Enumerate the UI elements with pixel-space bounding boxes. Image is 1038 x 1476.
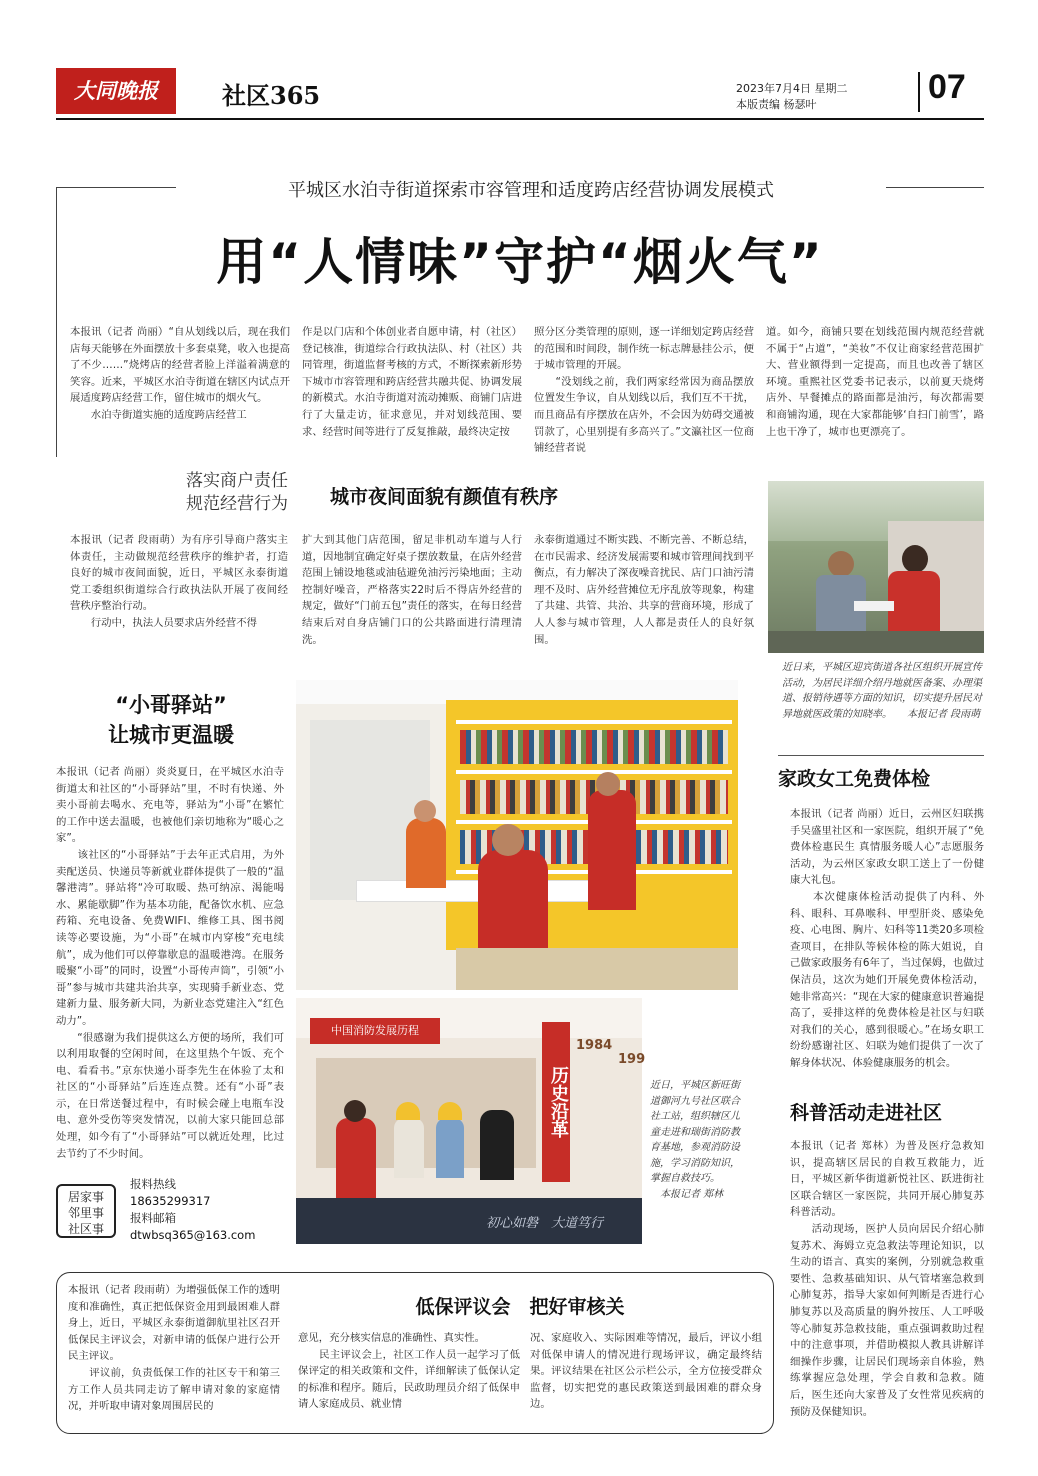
photo-year-1984: 1984 (576, 1038, 613, 1053)
email-label: 报料邮箱 (130, 1211, 176, 1225)
domestic-rule (778, 755, 984, 756)
science-headline: 科普活动走进社区 (790, 1102, 943, 1124)
subsidy-column-2: 意见，充分核实信息的准确性、真实性。 民主评议会上，社区工作人员一起学习了低保评定的相关政策和文件，详细解读了低保认定的标准和程序。随后，民政助理员介绍了低保申请人家庭成员、就业情 (298, 1332, 520, 1411)
photo-floor-slogan: 初心如磐 大道笃行 (486, 1216, 604, 1231)
subsidy-column-1: 本报讯（记者 段雨萌）为增强低保工作的透明度和准确性，真正把低保资金用到最困难人群身上，近日，平城区永泰街道御航里社区召开低保民主评议会，对新申请的低保户进行公开民主评议。 评议前，负责低保工作的社区专干和第三方工作人员共同走访了解申请对象的家庭情况，并听取申请对象周围居民的 (68, 1284, 280, 1413)
lead-column-1: 本报讯（记者 尚丽）“自从划线以后，现在我们店每天能够在外面摆放十多套桌凳，收入也提高了不少……”烧烤店的经营者脸上洋溢着满意的笑容。近来，平城区水泊寺街道在辖区内试点开展适度跨店经营工作，留住城市的烟火气。 水泊寺街道实施的适度跨店经营工 (70, 326, 290, 421)
photo-fire-caption: 近日，平城区新旺街道御河九号社区联合社工站，组织辖区儿童走进和瑞街消防教育基地，参观消防设施，学习消防知识，掌握自救技巧。 本报记者 郑林 (650, 1080, 740, 1200)
lead-column-3: 照分区分类管理的原则，逐一详细划定跨店经营的范围和时间段，制作统一标志牌悬挂公示，便于城市管理的开展。 “没划线之前，我们两家经常因为商品摆放位置发生争议，自从划线以后，我们互不干扰，而且商品有序摆放在店外，不会因为妨碍交通被罚款了，心里别提有多高兴了。”文瀛社区一位商铺经营者说 (534, 326, 754, 455)
hotline-label: 报料热线 (130, 1177, 176, 1191)
photo-volunteers (768, 481, 984, 653)
photo-volunteers-caption: 近日来，平城区迎宾街道各社区组织开展宣传活动，为居民详细介绍丹地就医备案、办理渠道、报销待遇等方面的知识，切实提升居民对异地就医政策的知晓率。 本报记者 段雨萌 (782, 662, 982, 720)
subsidy-headline: 低保评议会 把好审核关 (415, 1296, 625, 1318)
hotline-number[interactable]: 18635299317 (130, 1194, 211, 1208)
section-title: 社区365 (222, 81, 321, 110)
photo-year-199: 199 (618, 1052, 646, 1067)
night-column-3: 永泰街道通过不断实践、不断完善、不断总结，在市民需求、经济发展需要和城市管理间找到平衡点，有力解决了深夜噪音扰民、店门口油污清理不及时、店外经营摊位无序乱放等现象，构建了共建、共管、共治、共享的营商环境，形成了人人参与城市管理，人人都是责任人的良好氛围。 (534, 534, 754, 646)
domestic-headline: 家政女工免费体检 (778, 768, 931, 790)
photo-courier-station (296, 680, 738, 990)
subsidy-column-3: 况、家庭收入、实际困难等情况，最后，评议小组对低保申请人的情况进行现场评议，确定最终结果。评议结果在社区公示栏公示，全方位接受群众监督，切实把党的惠民政策送到最困难的群众身边。 (530, 1332, 762, 1411)
lead-subtitle: 平城区水泊寺街道探索市容管理和适度跨店经营协调发展模式 (288, 180, 774, 201)
night-side-head: 落实商户责任 规范经营行为 (186, 471, 288, 514)
photo-wall-title: 中国消防发展历程 (310, 1018, 440, 1044)
night-column-2: 扩大到其他门店范围，留足非机动车道与人行道，因地制宜确定好桌子摆放数量，在店外经营范围上铺设地毯或油毡避免油污污染地面；主动控制好噪音，严格落实22时后不得店外经营的规定，做好“门前五包”责任的落实，在每日经营结束后对自身店铺门口的公共路面进行清理清洗。 (302, 534, 522, 646)
courier-body: 本报讯（记者 尚丽）炎炎夏日，在平城区水泊寺街道太和社区的“小哥驿站”里，不时有快递、外卖小哥前去喝水、充电等，驿站为“小哥”在繁忙的工作中送去温暖，也被他们亲切地称为“暖心之家”。 该社区的“小哥驿站”于去年正式启用，为外卖配送员、快递员等新就业群体提供了一般的“温馨港湾”。驿站将“冷可取暖、热可纳凉、渴能喝水、累能歇脚”作为基本功能，配备饮水机、应急药箱、充电设备、免费WIFI、维修工具、图书阅读等必要设施，为“小哥”在城市内穿梭“充电续航”，成为他们可以停靠歇息的温暖港湾。在服务暖聚“小哥”的同时，设置“小哥传声筒”，引领“小哥”参与城市共建共治共享，实现骑手新业态、党建新力量、服务新大同，为新业态党建注入“红色动力”。 “很感谢为我们提供这么方便的场所，我们可以利用取餐的空闲时间，在这里热个午饭、充个电、看看书。”京东快递小哥李先生在体验了太和社区的“小哥驿站”后连连点赞。还有“小哥”表示，在日常送餐过程中，有时候会碰上电瓶车没电、意外受伤等突发情况，以前大家只能回总部处理，如今有了“小哥驿站”可以就近处理，比过去节约了不少时间。 (56, 766, 284, 1160)
lead-column-4: 道。如今，商铺只要在划线范围内规范经营就不属于“占道”，“美妆”不仅让商家经营范围扩大、营业额得到一定提高，而且也改善了辖区环境。重熙社区党委书记表示，以前夏天烧烤店外、早餐摊点的路面都是油污，每次都需要和商铺沟通，现在大家都能够‘自扫门前雪’，路上也干净了，城市也更漂亮了。 (766, 326, 984, 438)
photo-history-banner: 历史沿革 (542, 1022, 570, 1182)
night-column-1: 本报讯（记者 段雨萌）为有序引导商户落实主体责任，主动做规范经营秩序的维护者，打造良好的城市夜间面貌，近日，平城区永泰街道党工委组织街道综合行政执法队开展了夜间经营秩序整治行动。 行动中，执法人员要求店外经营不得 (70, 534, 288, 629)
logo: 大同晚报 (56, 68, 176, 114)
masthead-rule (56, 118, 984, 120)
page-editor: 本版责编 杨瑟叶 (736, 98, 817, 111)
contact-stamp: 居家事 邻里事 社区事 (56, 1184, 116, 1238)
page-number: 07 (928, 68, 966, 106)
domestic-body: 本报讯（记者 尚丽）近日，云州区妇联携手吴盛里社区和一家医院，组织开展了“免费体检惠民生 真情服务暖人心”志愿服务活动，为云州区家政女职工送上了一份健康大礼包。 本次健康体检活动提供了内科、外科、眼科、耳鼻喉科、甲型肝炎、感染免疫、心电图、胸片、妇科等11类20多项检查项目，在排队等候体检的陈大姐说，自己做家政服务有6年了，当过保姆，也做过保洁员，这次为她们开展免费体检活动，她非常高兴：“现在大家的健康意识普遍提高了，妥排这样的免费体检是社区与妇联对我们的关心，感到很暖心。”在场女职工纷纷感谢社区、妇联为她们提供了一次了解身体状况、体验健康服务的机会。 (790, 808, 984, 1069)
masthead (56, 68, 984, 118)
courier-headline: “小哥驿站” 让城市更温暖 (108, 693, 234, 747)
night-headline: 城市夜间面貌有颜值有秩序 (330, 486, 559, 508)
contact-info (130, 1176, 290, 1244)
email-address[interactable]: dtwbsq365@163.com (130, 1228, 256, 1242)
science-body: 本报讯（记者 郑林）为普及医疗急救知识，提高辖区居民的自救互救能力，近日，平城区新华街道新悦社区、跃进街社区联合辖区一家医院，共同开展心肺复苏科普活动。 活动现场，医护人员向居民介绍心肺复苏术、海姆立克急救法等理论知识，以生动的语言、真实的案例，分别就急救重要性、急救基础知识、从气管堵塞急救到心肺复苏，指导大家如何判断是否进行心肺复苏以及高质量的胸外按压、人工呼吸等心肺复苏急救技能，重点强调救助过程中的注意事项，并借助模拟人教具讲解详细操作步骤，让居民们现场亲自体验，熟练掌握应急处理，学会自救和急救。随后，医生还向大家普及了女性常见疾病的预防及保健知识。 (790, 1140, 984, 1418)
photo-fire-education (296, 998, 646, 1244)
issue-date: 2023年7月4日 星期二 (736, 82, 848, 95)
lead-headline: 用“人情味”守护“烟火气” (216, 233, 824, 291)
lead-column-2: 作是以门店和个体创业者自愿申请，村（社区）登记核准，街道综合行政执法队、村（社区）共同管理，街道监督考核的方式，不断探索新形势下城市市容管理和跨店经营共融共促、协调发展的新模式。水泊寺街道对流动摊贩、商铺门店进行了大量走访，征求意见，并对划线范围、要求、经营时间等进行了反复推敲，最终决定按 (302, 326, 522, 438)
